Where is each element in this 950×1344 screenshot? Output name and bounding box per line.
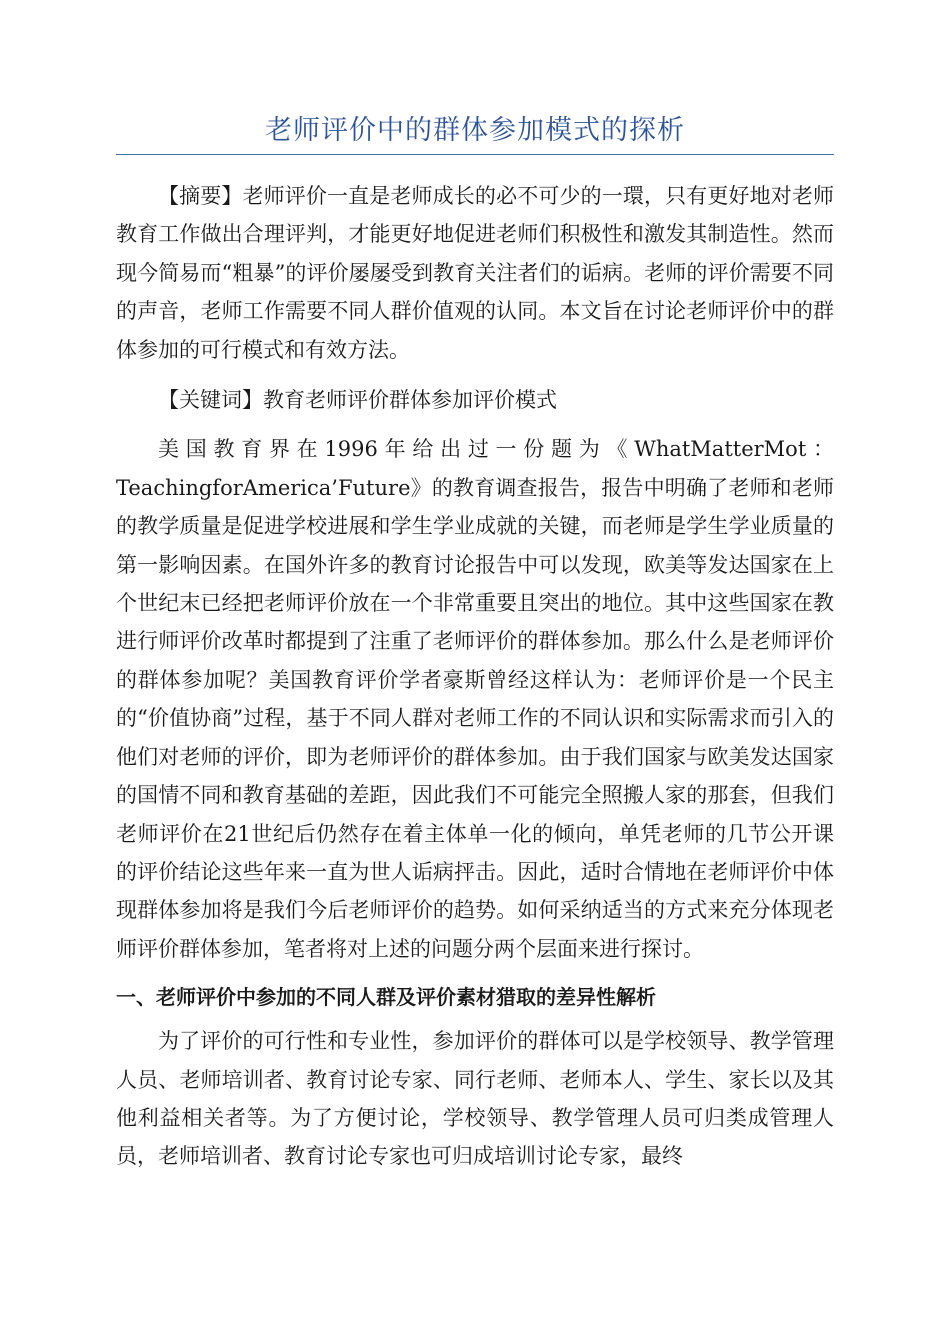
section-heading-1: 一、老师评价中参加的不同人群及评价素材猎取的差异性解析 — [116, 985, 656, 1010]
abstract-paragraph: 【摘要】老师评价一直是老师成长的必不可少的一環，只有更好地对老师教育工作做出合理评判，才能更好地促进老师们积极性和激发其制造性。然而现今简易而“粗暴”的评价屡屡受到教育关注者们的诟病。老师的评价需要不同的声音，老师工作需要不同人群价值观的认同。本文旨在讨论老师评价中的群体参加的可行模式和有效方法。 — [116, 184, 834, 362]
keywords-paragraph: 【关键词】教育老师评价群体参加评价模式 — [158, 388, 557, 413]
title-block — [116, 112, 834, 155]
intro-paragraph: 美国教育界在1996年给出过一份题为《WhatMatterMot：TeachingforAmerica’Future》的教育调查报告，报告中明确了老师和老师的教学质量是促进学校进展和学生学业成就的关键，而老师是学生学业质量的第一影响因素。在国外许多的教育讨论报告中可以发现，欧美等发达国家在上个世纪末已经把老师评价放在一个非常重要且突出的地位。其中这些国家在教进行师评价改革时都提到了注重了老师评价的群体参加。那么什么是老师评价的群体参加呢？美国教育评价学者豪斯曾经这样认为：老师评价是一个民主的“价值协商”过程，基于不同人群对老师工作的不同认识和实际需求而引入的他们对老师的评价，即为老师评价的群体参加。由于我们国家与欧美发达国家的国情不同和教育基础的差距，因此我们不可能完全照搬人家的那套，但我们老师评价在21世纪后仍然存在着主体单一化的倾向，单凭老师的几节公开课的评价结论这些年来一直为世人诟病抨击。因此，适时合情地在老师评价中体现群体参加将是我们今后老师评价的趋势。如何采纳适当的方式来充分体现老师评价群体参加，笔者将对上述的问题分两个层面来进行探讨。 — [116, 437, 834, 961]
document-body — [116, 177, 834, 1176]
document-title: 老师评价中的群体参加模式的探析 — [265, 115, 685, 146]
section-1-paragraph: 为了评价的可行性和专业性，参加评价的群体可以是学校领导、教学管理人员、老师培训者、教育讨论专家、同行老师、老师本人、学生、家长以及其他利益相关者等。为了方便讨论，学校领导、教学管理人员可归类成管理人员，老师培训者、教育讨论专家也可归成培训讨论专家，最终 — [116, 1029, 834, 1169]
